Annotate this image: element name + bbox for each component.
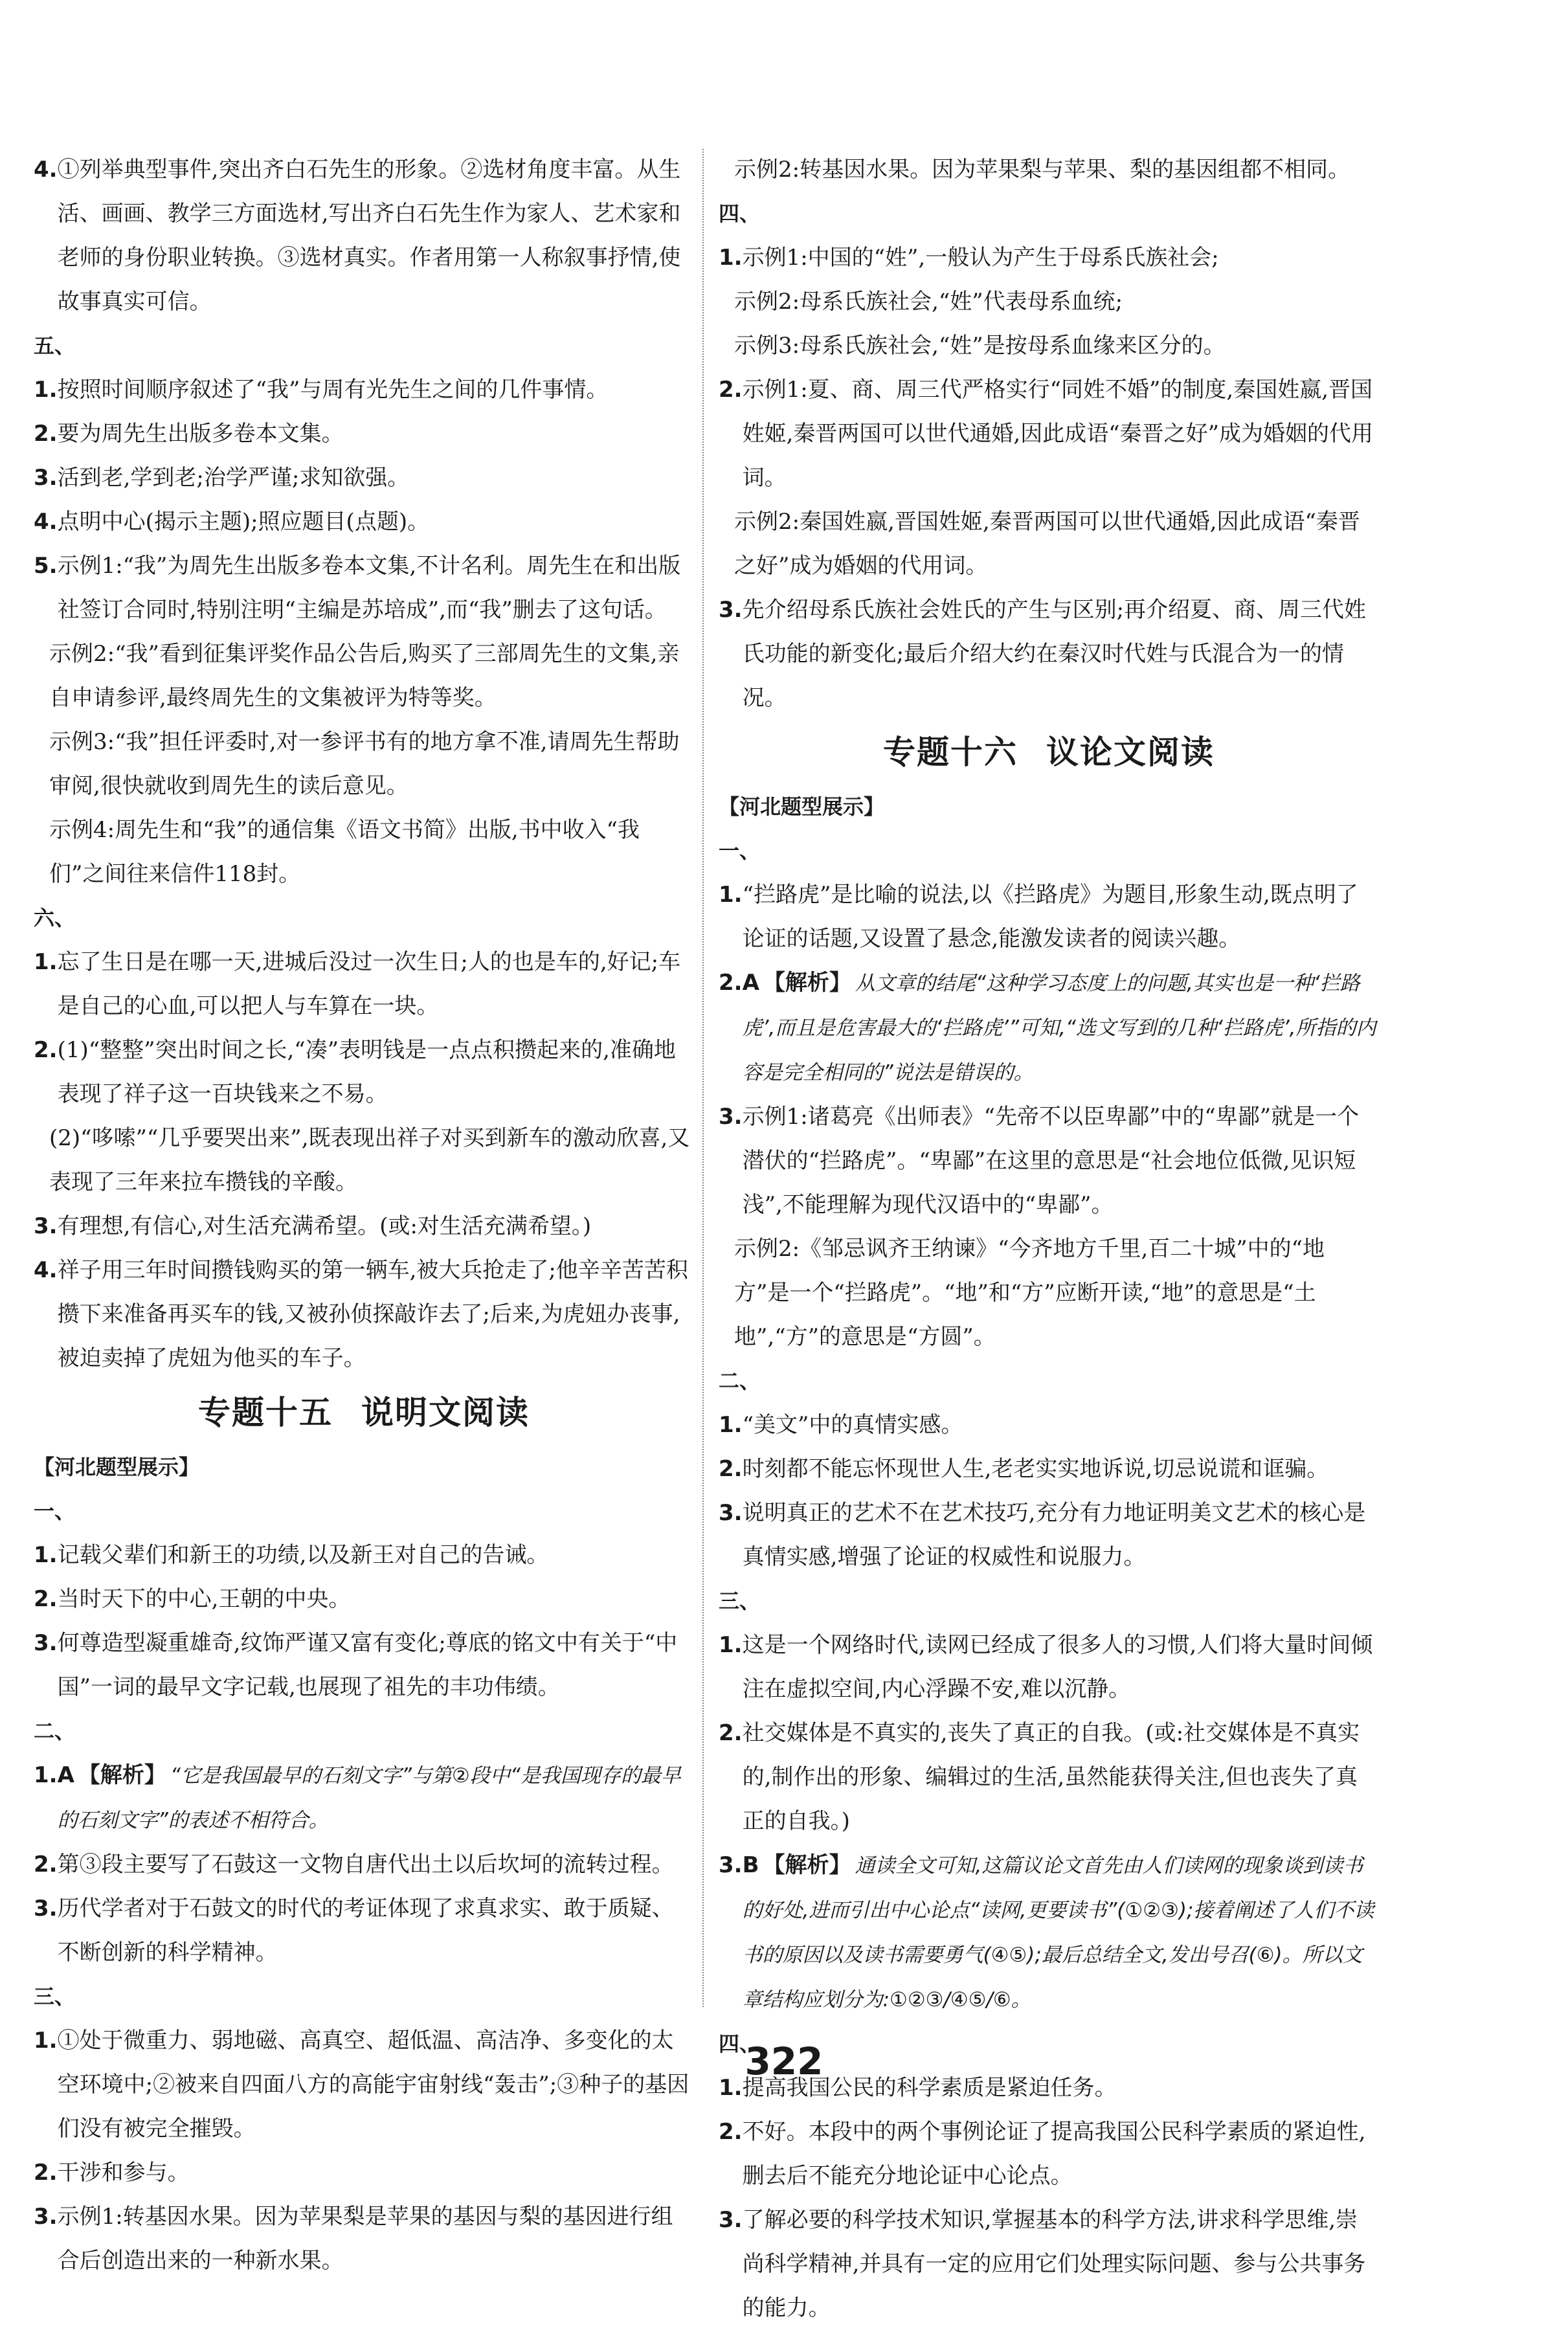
- answer-item: [34, 940, 694, 1028]
- answer-text: ①列举典型事件,突出齐白石先生的形象。②选材角度丰富。从生活、画画、教学三方面选材,写出齐白石先生作为家人、艺术家和老师的身份职业转换。③选材真实。作者用第一人称叙事抒情,使故事真实可信。: [57, 157, 681, 315]
- answer-text: “美文”中的真情实感。: [742, 1412, 963, 1438]
- item-number: 3.: [719, 2207, 743, 2233]
- answer-item: [719, 368, 1379, 500]
- answer-item: [34, 1843, 694, 1887]
- question-type-label: 【河北题型展示】: [34, 1455, 200, 1479]
- answer-text: 社交媒体是不真实的,丧失了真正的自我。(或:社交媒体是不真实的,制作出的形象、编辑过的生活,虽然能获得关注,但也丧失了真正的自我。): [742, 1720, 1360, 1834]
- answer-item: [34, 2195, 694, 2283]
- answer-item: [719, 1711, 1379, 1843]
- section-heading: 二、: [34, 1719, 76, 1743]
- answer-text: 示例1:中国的“姓”,一般认为产生于母系氏族社会;: [742, 245, 1219, 271]
- section-heading: 一、: [34, 1499, 76, 1523]
- answer-item: [34, 1248, 694, 1380]
- answer-text: 示例1:转基因水果。因为苹果梨是苹果的基因与梨的基因进行组合后创造出来的一种新水果。: [57, 2204, 673, 2274]
- example-text: 示例2:母系氏族社会,“姓”代表母系血统;: [734, 289, 1123, 315]
- choice-answer: A: [742, 970, 759, 996]
- item-number: 1.: [34, 1542, 58, 1568]
- item-number: 2.: [34, 1037, 58, 1063]
- answer-item: [34, 1753, 694, 1843]
- answer-text: 何尊造型凝重雄奇,纹饰严谨又富有变化;尊底的铭文中有关于“中国”一词的最早文字记载,也展现了祖先的丰功伟绩。: [57, 1630, 678, 1700]
- choice-answer: A: [57, 1762, 74, 1788]
- item-number: 4.: [34, 1257, 58, 1283]
- section-heading: 四、: [719, 201, 761, 226]
- item-number: 3.: [719, 1104, 743, 1130]
- answer-item: [719, 2198, 1379, 2330]
- answer-item: [34, 368, 694, 412]
- example-text: 示例3:“我”担任评委时,对一参评书有的地方拿不准,请周先生帮助审阅,很快就收到周先生的读后意见。: [49, 729, 680, 799]
- answer-text: “拦路虎”是比喻的说法,以《拦路虎》为题目,形象生动,既点明了论证的话题,又设置了悬念,能激发读者的阅读兴趣。: [742, 882, 1358, 952]
- section-heading: 五、: [34, 333, 76, 358]
- section-heading: 四、: [719, 2032, 761, 2056]
- section-heading: 一、: [719, 838, 761, 863]
- answer-item: [34, 1887, 694, 1975]
- answer-text: 点明中心(揭示主题);照应题目(点题)。: [57, 509, 430, 535]
- answer-text: 按照时间顺序叙述了“我”与周有光先生之间的几件事情。: [57, 377, 609, 403]
- item-number: 1.: [34, 377, 58, 403]
- answer-text: 先介绍母系氏族社会姓氏的产生与区别;再介绍夏、商、周三代姓氏功能的新变化;最后介绍大约在秦汉时代姓与氏混合为一的情况。: [742, 597, 1367, 711]
- answer-item: [34, 412, 694, 456]
- answer-item: [34, 2151, 694, 2195]
- item-number: 2.: [719, 970, 743, 996]
- answer-text: 说明真正的艺术不在艺术技巧,充分有力地证明美文艺术的核心是真情实感,增强了论证的权威性和说服力。: [742, 1500, 1366, 1570]
- topic-number: 专题十五: [198, 1393, 333, 1431]
- item-number: 2.: [719, 1720, 743, 1746]
- answer-item: [719, 873, 1379, 961]
- answer-text: [743, 1843, 1379, 2022]
- analysis-tag: 【解析】: [763, 1852, 851, 1878]
- item-number: 3.: [34, 465, 58, 491]
- answer-item: [719, 1623, 1379, 1711]
- answer-item: [34, 456, 694, 500]
- item-number: 1.: [34, 1762, 58, 1788]
- answer-item: [719, 961, 1379, 1095]
- answer-text: 活到老,学到老;治学严谨;求知欲强。: [57, 465, 410, 491]
- answer-text: 示例1:“我”为周先生出版多卷本文集,不计名利。周先生在和出版社签订合同时,特别注明“主编是苏培成”,而“我”删去了这句话。: [57, 553, 681, 623]
- item-number: 1.: [719, 1412, 743, 1438]
- answer-text: 这是一个网络时代,读网已经成了很多人的习惯,人们将大量时间倾注在虚拟空间,内心浮躁不安,难以沉静。: [742, 1632, 1373, 1702]
- answer-text: 当时天下的中心,王朝的中央。: [57, 1586, 351, 1612]
- item-number: 5.: [34, 553, 58, 579]
- example-text: 示例2:“我”看到征集评奖作品公告后,购买了三部周先生的文集,亲自申请参评,最终周先生的文集被评为特等奖。: [49, 641, 680, 711]
- answer-item: [34, 544, 694, 632]
- answer-text: 要为周先生出版多卷本文集。: [57, 421, 344, 447]
- answer-item: [34, 500, 694, 544]
- answer-item: [34, 2019, 694, 2151]
- answer-item: [719, 588, 1379, 720]
- item-number: 3.: [34, 1896, 58, 1921]
- answer-item: [34, 1577, 694, 1621]
- example-text: 示例4:周先生和“我”的通信集《语文书简》出版,书中收入“我们”之间往来信件118封。: [49, 817, 640, 887]
- answer-item: [719, 1403, 1379, 1447]
- answer-text: 时刻都不能忘怀现世人生,老老实实地诉说,切忌说谎和诓骗。: [742, 1456, 1329, 1482]
- item-number: 3.: [34, 1213, 58, 1239]
- answer-text: ①处于微重力、弱地磁、高真空、超低温、高洁净、多变化的太空环境中;②被来自四面八方的高能宇宙射线“轰击”;③种子的基因们没有被完全摧毁。: [57, 2028, 689, 2142]
- item-number: 2.: [719, 377, 743, 403]
- example-text: 示例3:母系氏族社会,“姓”是按母系血缘来区分的。: [734, 333, 1226, 359]
- item-number: 2.: [34, 421, 58, 447]
- column-divider: [702, 149, 704, 2007]
- example-text: 示例2:秦国姓嬴,晋国姓姬,秦晋两国可以世代通婚,因此成语“秦晋之好”成为婚姻的代用词。: [734, 509, 1360, 579]
- topic-title: [34, 1380, 694, 1445]
- item-number: 2.: [34, 1586, 58, 1612]
- item-number: 1.: [719, 1632, 743, 1658]
- item-number: 4.: [34, 509, 58, 535]
- item-number: 3.: [719, 1852, 743, 1878]
- answer-text: 第③段主要写了石鼓这一文物自唐代出土以后坎坷的流转过程。: [57, 1852, 674, 1877]
- answer-text: 祥子用三年时间攒钱购买的第一辆车,被大兵抢走了;他辛辛苦苦积攒下来准备再买车的钱,又被孙侦探敲诈去了;后来,为虎妞办丧事,被迫卖掉了虎妞为他买的车子。: [57, 1257, 688, 1371]
- section-heading: 三、: [719, 1589, 761, 1613]
- answer-text: (1)“整整”突出时间之长,“凑”表明钱是一点点积攒起来的,准确地表现了祥子这一百块钱来之不易。: [57, 1037, 676, 1107]
- answer-item: [34, 148, 694, 324]
- item-number: 2.: [719, 1456, 743, 1482]
- item-number: 1.: [719, 882, 743, 908]
- answer-text: 忘了生日是在哪一天,进城后没过一次生日;人的也是车的,好记;车是自己的心血,可以把人与车算在一块。: [57, 949, 681, 1019]
- answer-text: 记载父辈们和新王的功绩,以及新王对自己的告诫。: [57, 1542, 549, 1568]
- analysis-text: “它是我国最早的石刻文字”与第②段中“是我国现存的最早的石刻文字”的表述不相符合。: [57, 1764, 681, 1832]
- answer-item: [34, 1621, 694, 1709]
- item-number: 3.: [34, 2204, 58, 2230]
- answer-item: [34, 1028, 694, 1116]
- left-column: [34, 148, 694, 2283]
- topic-title: [719, 720, 1379, 785]
- sub-answer-text: (2)“哆嗦”“几乎要哭出来”,既表现出祥子对买到新车的激动欣喜,又表现了三年来拉车攒钱的辛酸。: [49, 1125, 690, 1195]
- answer-text: 有理想,有信心,对生活充满希望。(或:对生活充满希望。): [57, 1213, 592, 1239]
- answer-text: 不好。本段中的两个事例论证了提高我国公民科学素质的紧迫性,删去后不能充分地论证中心论点。: [742, 2119, 1366, 2189]
- example-text: 示例2:《邹忌讽齐王纳谏》“今齐地方千里,百二十城”中的“地方”是一个“拦路虎”。“地”和“方”应断开读,“地”的意思是“土地”,“方”的意思是“方圆”。: [734, 1236, 1325, 1350]
- answer-text: 提高我国公民的科学素质是紧迫任务。: [742, 2075, 1117, 2101]
- analysis-tag: 【解析】: [78, 1762, 166, 1788]
- section-heading: 六、: [34, 906, 76, 930]
- answer-text: 了解必要的科学技术知识,掌握基本的科学方法,讲求科学思维,崇尚科学精神,并具有一定的应用它们处理实际问题、参与公共事务的能力。: [742, 2207, 1366, 2321]
- answer-text: 示例1:诸葛亮《出师表》“先帝不以臣卑鄙”中的“卑鄙”就是一个潜伏的“拦路虎”。“卑鄙”在这里的意思是“社会地位低微,见识短浅”,不能理解为现代汉语中的“卑鄙”。: [742, 1104, 1360, 1218]
- answer-item: [34, 1533, 694, 1577]
- answer-text: [743, 961, 1379, 1095]
- item-number: 3.: [719, 597, 743, 623]
- item-number: 4.: [34, 157, 58, 183]
- topic-name: 说明文阅读: [361, 1393, 530, 1431]
- section-heading: 二、: [719, 1369, 761, 1393]
- item-number: 2.: [34, 1852, 58, 1877]
- analysis-text: 通读全文可知,这篇议论文首先由人们读网的现象谈到读书的好处,进而引出中心论点“读网,更要读书”(①②③);接着阐述了人们不读书的原因以及读书需要勇气(④⑤);最后总结全文,发出号召(⑥)。所以文章结构应划分为:①②③/④⑤/⑥。: [742, 1854, 1374, 2011]
- answer-text: 示例1:夏、商、周三代严格实行“同姓不婚”的制度,秦国姓嬴,晋国姓姬,秦晋两国可以世代通婚,因此成语“秦晋之好”成为婚姻的代用词。: [742, 377, 1373, 491]
- page-number: 322: [745, 2039, 823, 2083]
- analysis-text: 从文章的结尾“这种学习态度上的问题,其实也是一种‘拦路虎’,而且是危害最大的‘拦路虎’”可知,“选文写到的几种‘拦路虎’,所指的内容是完全相同的”说法是错误的。: [742, 972, 1376, 1084]
- answer-item: [34, 1204, 694, 1248]
- answer-item: [719, 1095, 1379, 1227]
- example-text: 示例2:转基因水果。因为苹果梨与苹果、梨的基因组都不相同。: [734, 157, 1350, 183]
- topic-number: 专题十六: [883, 733, 1018, 771]
- answer-item: [719, 1491, 1379, 1579]
- item-number: 3.: [719, 1500, 743, 1526]
- item-number: 3.: [34, 1630, 58, 1656]
- topic-name: 议论文阅读: [1046, 733, 1215, 771]
- answer-item: [719, 1447, 1379, 1491]
- answer-text: [58, 1753, 694, 1843]
- section-heading: 三、: [34, 1984, 76, 2009]
- item-number: 1.: [719, 245, 743, 271]
- answer-item: [719, 1843, 1379, 2022]
- right-column: [719, 148, 1379, 2330]
- item-number: 2.: [719, 2119, 743, 2145]
- choice-answer: B: [742, 1852, 759, 1878]
- answer-text: 干涉和参与。: [57, 2160, 190, 2186]
- item-number: 1.: [34, 949, 58, 975]
- answer-item: [719, 236, 1379, 280]
- answer-text: 历代学者对于石鼓文的时代的考证体现了求真求实、敢于质疑、不断创新的科学精神。: [57, 1896, 674, 1966]
- item-number: 2.: [34, 2160, 58, 2186]
- answer-item: [719, 2110, 1379, 2198]
- item-number: 1.: [34, 2028, 58, 2054]
- question-type-label: 【河北题型展示】: [719, 794, 885, 819]
- analysis-tag: 【解析】: [763, 970, 851, 996]
- item-number: 1.: [719, 2075, 743, 2101]
